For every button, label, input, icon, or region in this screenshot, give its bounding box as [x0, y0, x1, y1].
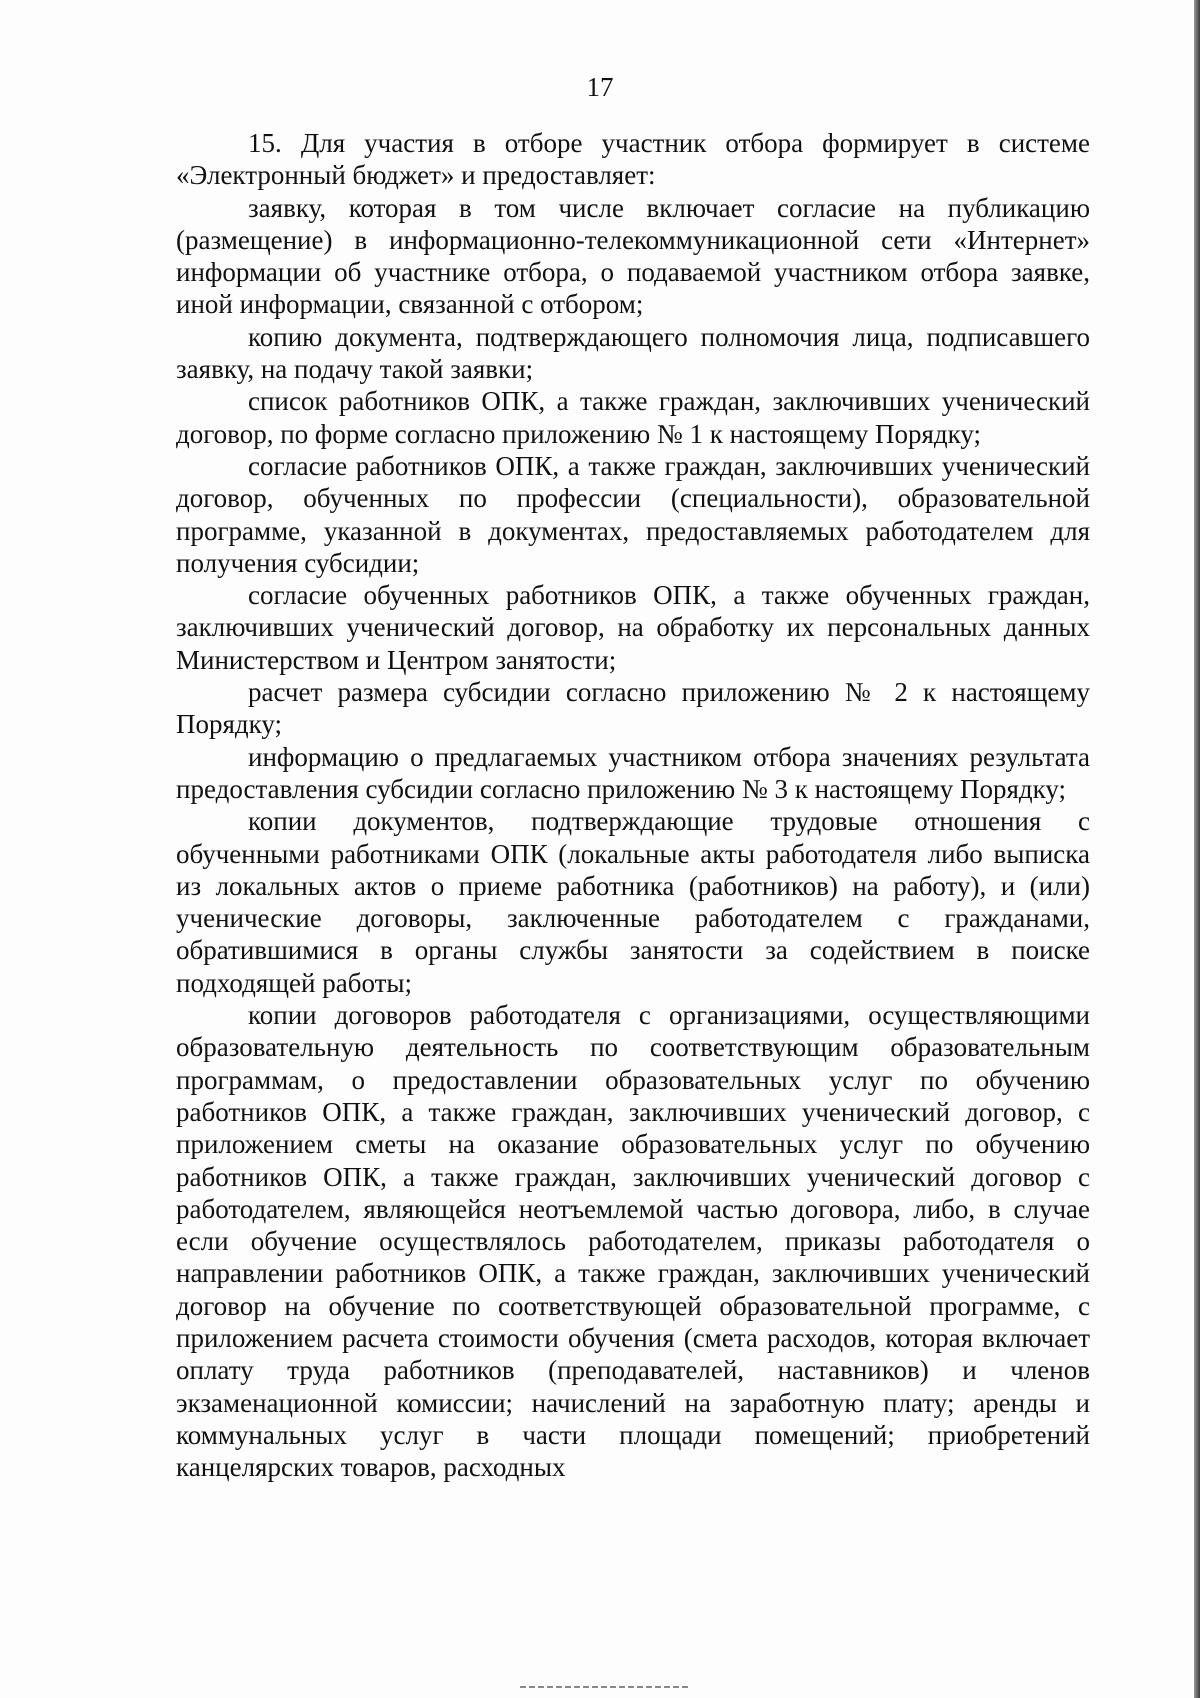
paragraph-result-values: информацию о предлагаемых участником отбора значениях результата предоставления субсидии согласно приложению № 3 к настоящему Порядку;: [176, 741, 1090, 804]
scan-edge-shadow: [1194, 0, 1200, 1698]
paragraph-personal-data-consent: согласие обученных работников ОПК, а также обученных граждан, заключивших ученический договор, на обработку их персональных данных Министерством и Центром занятости;: [176, 580, 1090, 675]
paragraph-power-of-attorney: копию документа, подтверждающего полномочия лица, подписавшего заявку, на подачу такой заявки;: [176, 321, 1090, 385]
paragraph-subsidy-calculation: расчет размера субсидии согласно приложению № 2 к настоящему Порядку;: [176, 677, 1090, 740]
paragraph-employee-consent: согласие работников ОПК, а также граждан, заключивших ученический договор, обученных по профессии (специальности), образовательной программе, указанной в документах, предоставляемых работодателем для получения субсидии;: [176, 450, 1090, 578]
paragraph-item-15-intro: 15. Для участия в отборе участник отбора формирует в системе «Электронный бюджет» и предоставляет:: [176, 128, 1090, 191]
paragraph-employee-list: список работников ОПК, а также граждан, заключивших ученический договор, по форме согласно приложению № 1 к настоящему Порядку;: [176, 386, 1090, 449]
paragraph-employment-documents: копии документов, подтверждающие трудовые отношения с обученными работниками ОПК (локальные акты работодателя либо выписка из локальных актов о приеме работника (работников) на работу), и (или) ученические договоры, заключенные работодателем с гражданами, обратившимися в органы службы занятости за содействием в поиске подходящей работы;: [176, 806, 1090, 998]
document-body: [176, 127, 1090, 1483]
paragraph-education-contracts: копии договоров работодателя с организациями, осуществляющими образовательную деятельность по соответствующим образовательным программам, о предоставлении образовательных услуг по обучению работников ОПК, а также граждан, заключивших ученический договор, с приложением сметы на оказание образовательных услуг по обучению работников ОПК, а также граждан, заключивших ученический договор с работодателем, являющейся неотъемлемой частью договора, либо, в случае если обучение осуществлялось работодателем, приказы работодателя о направлении работников ОПК, а также граждан, заключивших ученический договор на обучение по соответствующей образовательной программе, с приложением расчета стоимости обучения (смета расходов, которая включает оплату труда работников (преподавателей, наставников) и членов экзаменационной комиссии; начислений на заработную плату; аренды и коммунальных услуг в части площади помещений; приобретений канцелярских товаров, расходных: [176, 1000, 1090, 1483]
paragraph-application: заявку, которая в том числе включает согласие на публикацию (размещение) в информационно-телекоммуникационной сети «Интернет» информации об участнике отбора, о подаваемой участником отбора заявке, иной информации, связанной с отбором;: [176, 192, 1090, 320]
scan-artifact-line: [520, 1686, 690, 1688]
page-number: 17: [586, 72, 614, 102]
